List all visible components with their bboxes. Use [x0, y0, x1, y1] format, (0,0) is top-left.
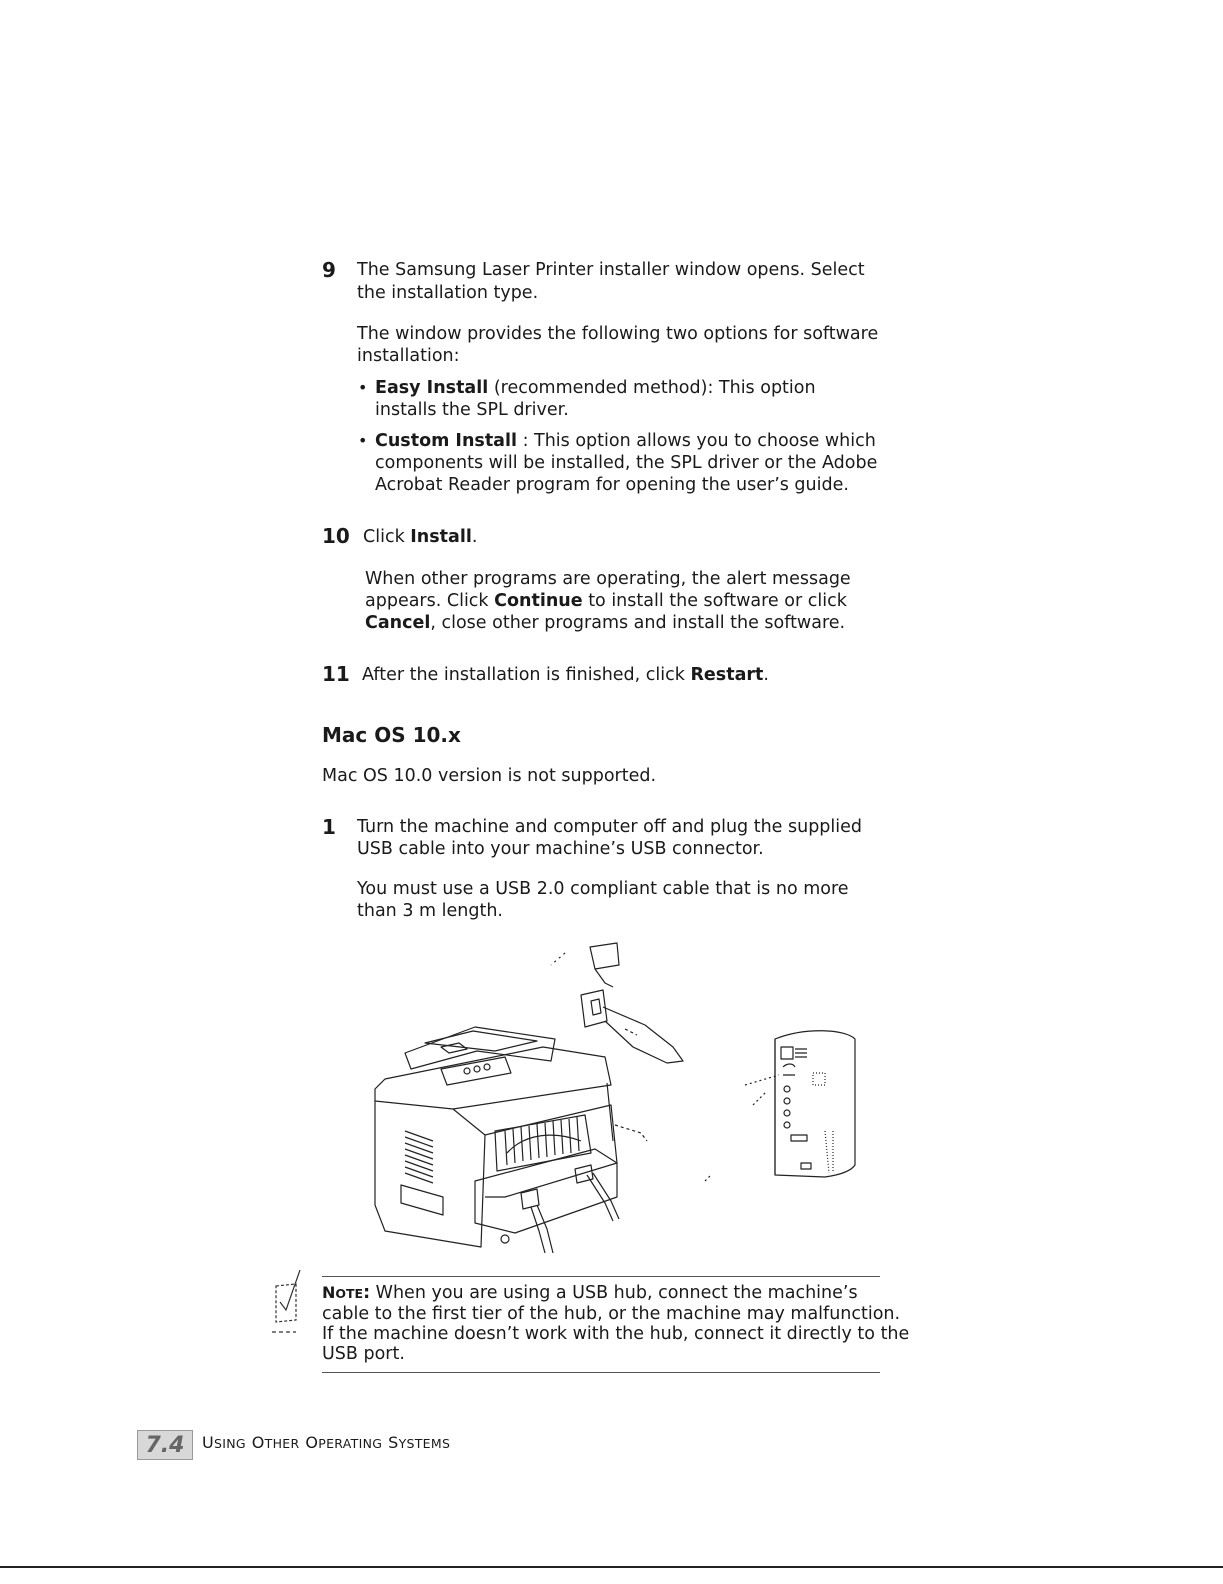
step-10-text [363, 526, 477, 548]
step-10-para-line-1: When other programs are operating, the alert message [365, 569, 851, 589]
note-line-3: If the machine doesn’t work with the hub, connect it directly to the [322, 1324, 910, 1344]
para-text: to install the software or click [582, 591, 847, 611]
step-9-text-line-1: The Samsung Laser Printer installer window opens. Select [357, 260, 865, 280]
restart-button-ref: Restart [690, 665, 764, 685]
footer-word-initial: O [305, 1433, 319, 1452]
step-9-number: 9 [322, 258, 336, 282]
easy-install-label: Easy Install [375, 378, 489, 398]
mac-step-1-para-line-2: than 3 m length. [357, 901, 503, 921]
step-9-text-line-2: the installation type. [357, 283, 539, 303]
step-11-number: 11 [322, 662, 350, 686]
mac-step-1-number: 1 [322, 815, 336, 839]
note-bottom-rule [322, 1372, 880, 1373]
page-bottom-edge [0, 1566, 1223, 1568]
note-text: When you are using a USB hub, connect the machine’s [370, 1283, 858, 1303]
para-text: appears. Click [365, 591, 495, 611]
step-9-para-line-1: The window provides the following two options for software [357, 324, 879, 344]
install-button-ref: Install [410, 527, 472, 547]
mac-step-1-line-1: Turn the machine and computer off and plug the supplied [357, 817, 863, 837]
usb-plug-icon [551, 943, 683, 1063]
step-10-number: 10 [322, 524, 350, 548]
note-label-initial: N [322, 1283, 336, 1302]
cancel-button-ref: Cancel [365, 613, 431, 633]
printer-icon [375, 1027, 647, 1253]
footer-word-rest: SING [214, 1436, 246, 1451]
easy-install-desc: (recommended method): This option [488, 378, 816, 398]
para-text: , close other programs and install the software. [430, 613, 846, 633]
step-10-prefix: Click [363, 527, 411, 547]
easy-install-desc-line-2: installs the SPL driver. [375, 400, 569, 420]
step-10-suffix: . [471, 527, 478, 547]
step-10-para-line-3 [365, 612, 845, 634]
step-11-text [362, 664, 769, 686]
footer-word-rest: PERATING [318, 1436, 383, 1451]
custom-install-label: Custom Install [375, 431, 517, 451]
custom-install-desc-line-2: components will be installed, the SPL driver or the Adobe [375, 453, 878, 473]
step-10-para-line-2 [365, 590, 847, 612]
note-label-rest: OTE [335, 1286, 364, 1301]
bullet-dot: • [358, 431, 368, 450]
section-heading: Mac OS 10.x [322, 723, 461, 747]
computer-icon [705, 1031, 855, 1181]
step-9-para-line-2: installation: [357, 346, 460, 366]
note-checkmark-icon [266, 1264, 310, 1336]
bullet-custom-install [375, 430, 876, 452]
bullet-dot: • [358, 378, 368, 397]
usb-connection-illustration [355, 935, 875, 1255]
page-number-badge [137, 1430, 193, 1460]
note-line-4: USB port. [322, 1344, 405, 1364]
step-11-suffix: . [763, 665, 769, 685]
page-number: 7.4 [145, 1432, 185, 1458]
footer-word-rest: YSTEMS [398, 1436, 451, 1451]
footer-word-rest: THER [264, 1436, 300, 1451]
continue-button-ref: Continue [494, 591, 583, 611]
mac-step-1-para-line-1: You must use a USB 2.0 compliant cable that is no more [357, 879, 849, 899]
custom-install-desc: : This option allows you to choose which [517, 431, 876, 451]
footer-word-initial: U [202, 1433, 215, 1452]
footer-word-initial: O [251, 1433, 265, 1452]
footer-word-initial: S [388, 1433, 399, 1452]
note-line-1 [322, 1282, 858, 1305]
footer-title [202, 1432, 450, 1455]
section-intro: Mac OS 10.0 version is not supported. [322, 766, 657, 786]
bullet-easy-install [375, 377, 816, 399]
note-top-rule [322, 1276, 880, 1277]
custom-install-desc-line-3: Acrobat Reader program for opening the user’s guide. [375, 475, 849, 495]
step-11-prefix: After the installation is finished, click [362, 665, 691, 685]
mac-step-1-line-2: USB cable into your machine’s USB connector. [357, 839, 764, 859]
note-line-2: cable to the first tier of the hub, or the machine may malfunction. [322, 1304, 901, 1324]
note-label-colon: : [363, 1283, 371, 1303]
